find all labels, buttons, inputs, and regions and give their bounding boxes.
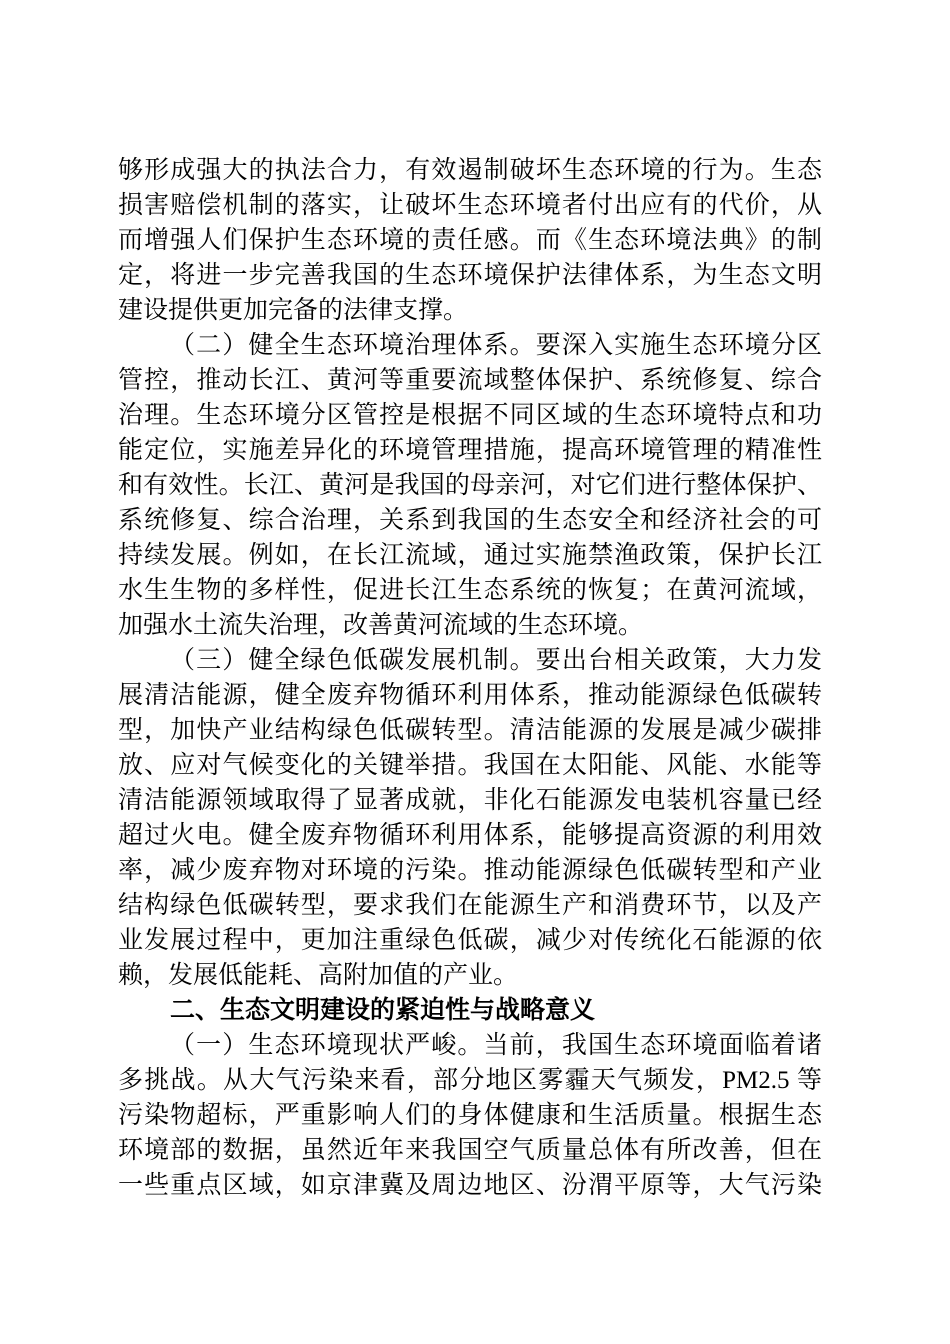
text-line: 清洁能源领域取得了显著成就，非化石能源发电装机容量已经 [118, 787, 822, 814]
text-line: 水生生物的多样性，促进长江生态系统的恢复；在黄河流域， [118, 577, 822, 604]
text-line: 治理。生态环境分区管控是根据不同区域的生态环境特点和功 [118, 402, 822, 429]
text-line: 和有效性。长江、黄河是我国的母亲河，对它们进行整体保护、 [118, 472, 822, 499]
text-line: 建设提供更加完备的法律支撑。 [118, 297, 469, 324]
text-line: （三）健全绿色低碳发展机制。要出台相关政策，大力发 [170, 647, 822, 674]
text-line: 能定位，实施差异化的环境管理措施，提高环境管理的精准性 [118, 437, 822, 464]
text-line: 放、应对气候变化的关键举措。我国在太阳能、风能、水能等 [118, 752, 822, 779]
text-line: 够形成强大的执法合力，有效遏制破坏生态环境的行为。生态 [118, 157, 822, 184]
section-heading: 二、生态文明建设的紧迫性与战略意义 [170, 996, 596, 1024]
text-line: 而增强人们保护生态环境的责任感。而《生态环境法典》的制 [118, 227, 822, 254]
text-line: 结构绿色低碳转型，要求我们在能源生产和消费环节，以及产 [118, 892, 822, 919]
text-line: 率，减少废弃物对环境的污染。推动能源绿色低碳转型和产业 [118, 857, 822, 884]
text-line: 污染物超标，严重影响人们的身体健康和生活质量。根据生态 [118, 1102, 822, 1129]
text-line: 管控，推动长江、黄河等重要流域整体保护、系统修复、综合 [118, 367, 822, 394]
text-line: 定，将进一步完善我国的生态环境保护法律体系，为生态文明 [118, 262, 822, 289]
text-line: 环境部的数据，虽然近年来我国空气质量总体有所改善，但在 [118, 1137, 822, 1164]
text-line: 多挑战。从大气污染来看，部分地区雾霾天气频发，PM2.5 等 [118, 1067, 822, 1094]
text-line: 型，加快产业结构绿色低碳转型。清洁能源的发展是减少碳排 [118, 717, 822, 744]
text-line: （二）健全生态环境治理体系。要深入实施生态环境分区 [170, 332, 822, 359]
text-line: 赖，发展低能耗、高附加值的产业。 [118, 962, 519, 989]
document-text [118, 153, 822, 1203]
text-line: 系统修复、综合治理，关系到我国的生态安全和经济社会的可 [118, 507, 822, 534]
text-line: （一）生态环境现状严峻。当前，我国生态环境面临着诸 [170, 1032, 822, 1059]
text-line: 一些重点区域，如京津冀及周边地区、汾渭平原等，大气污染 [118, 1172, 822, 1199]
text-line: 持续发展。例如，在长江流域，通过实施禁渔政策，保护长江 [118, 542, 822, 569]
text-line: 展清洁能源，健全废弃物循环利用体系，推动能源绿色低碳转 [118, 682, 822, 709]
text-line: 加强水土流失治理，改善黄河流域的生态环境。 [118, 612, 644, 639]
text-line: 业发展过程中，更加注重绿色低碳，减少对传统化石能源的依 [118, 927, 822, 954]
text-line: 超过火电。健全废弃物循环利用体系，能够提高资源的利用效 [118, 822, 822, 849]
text-line: 损害赔偿机制的落实，让破坏生态环境者付出应有的代价，从 [118, 192, 822, 219]
